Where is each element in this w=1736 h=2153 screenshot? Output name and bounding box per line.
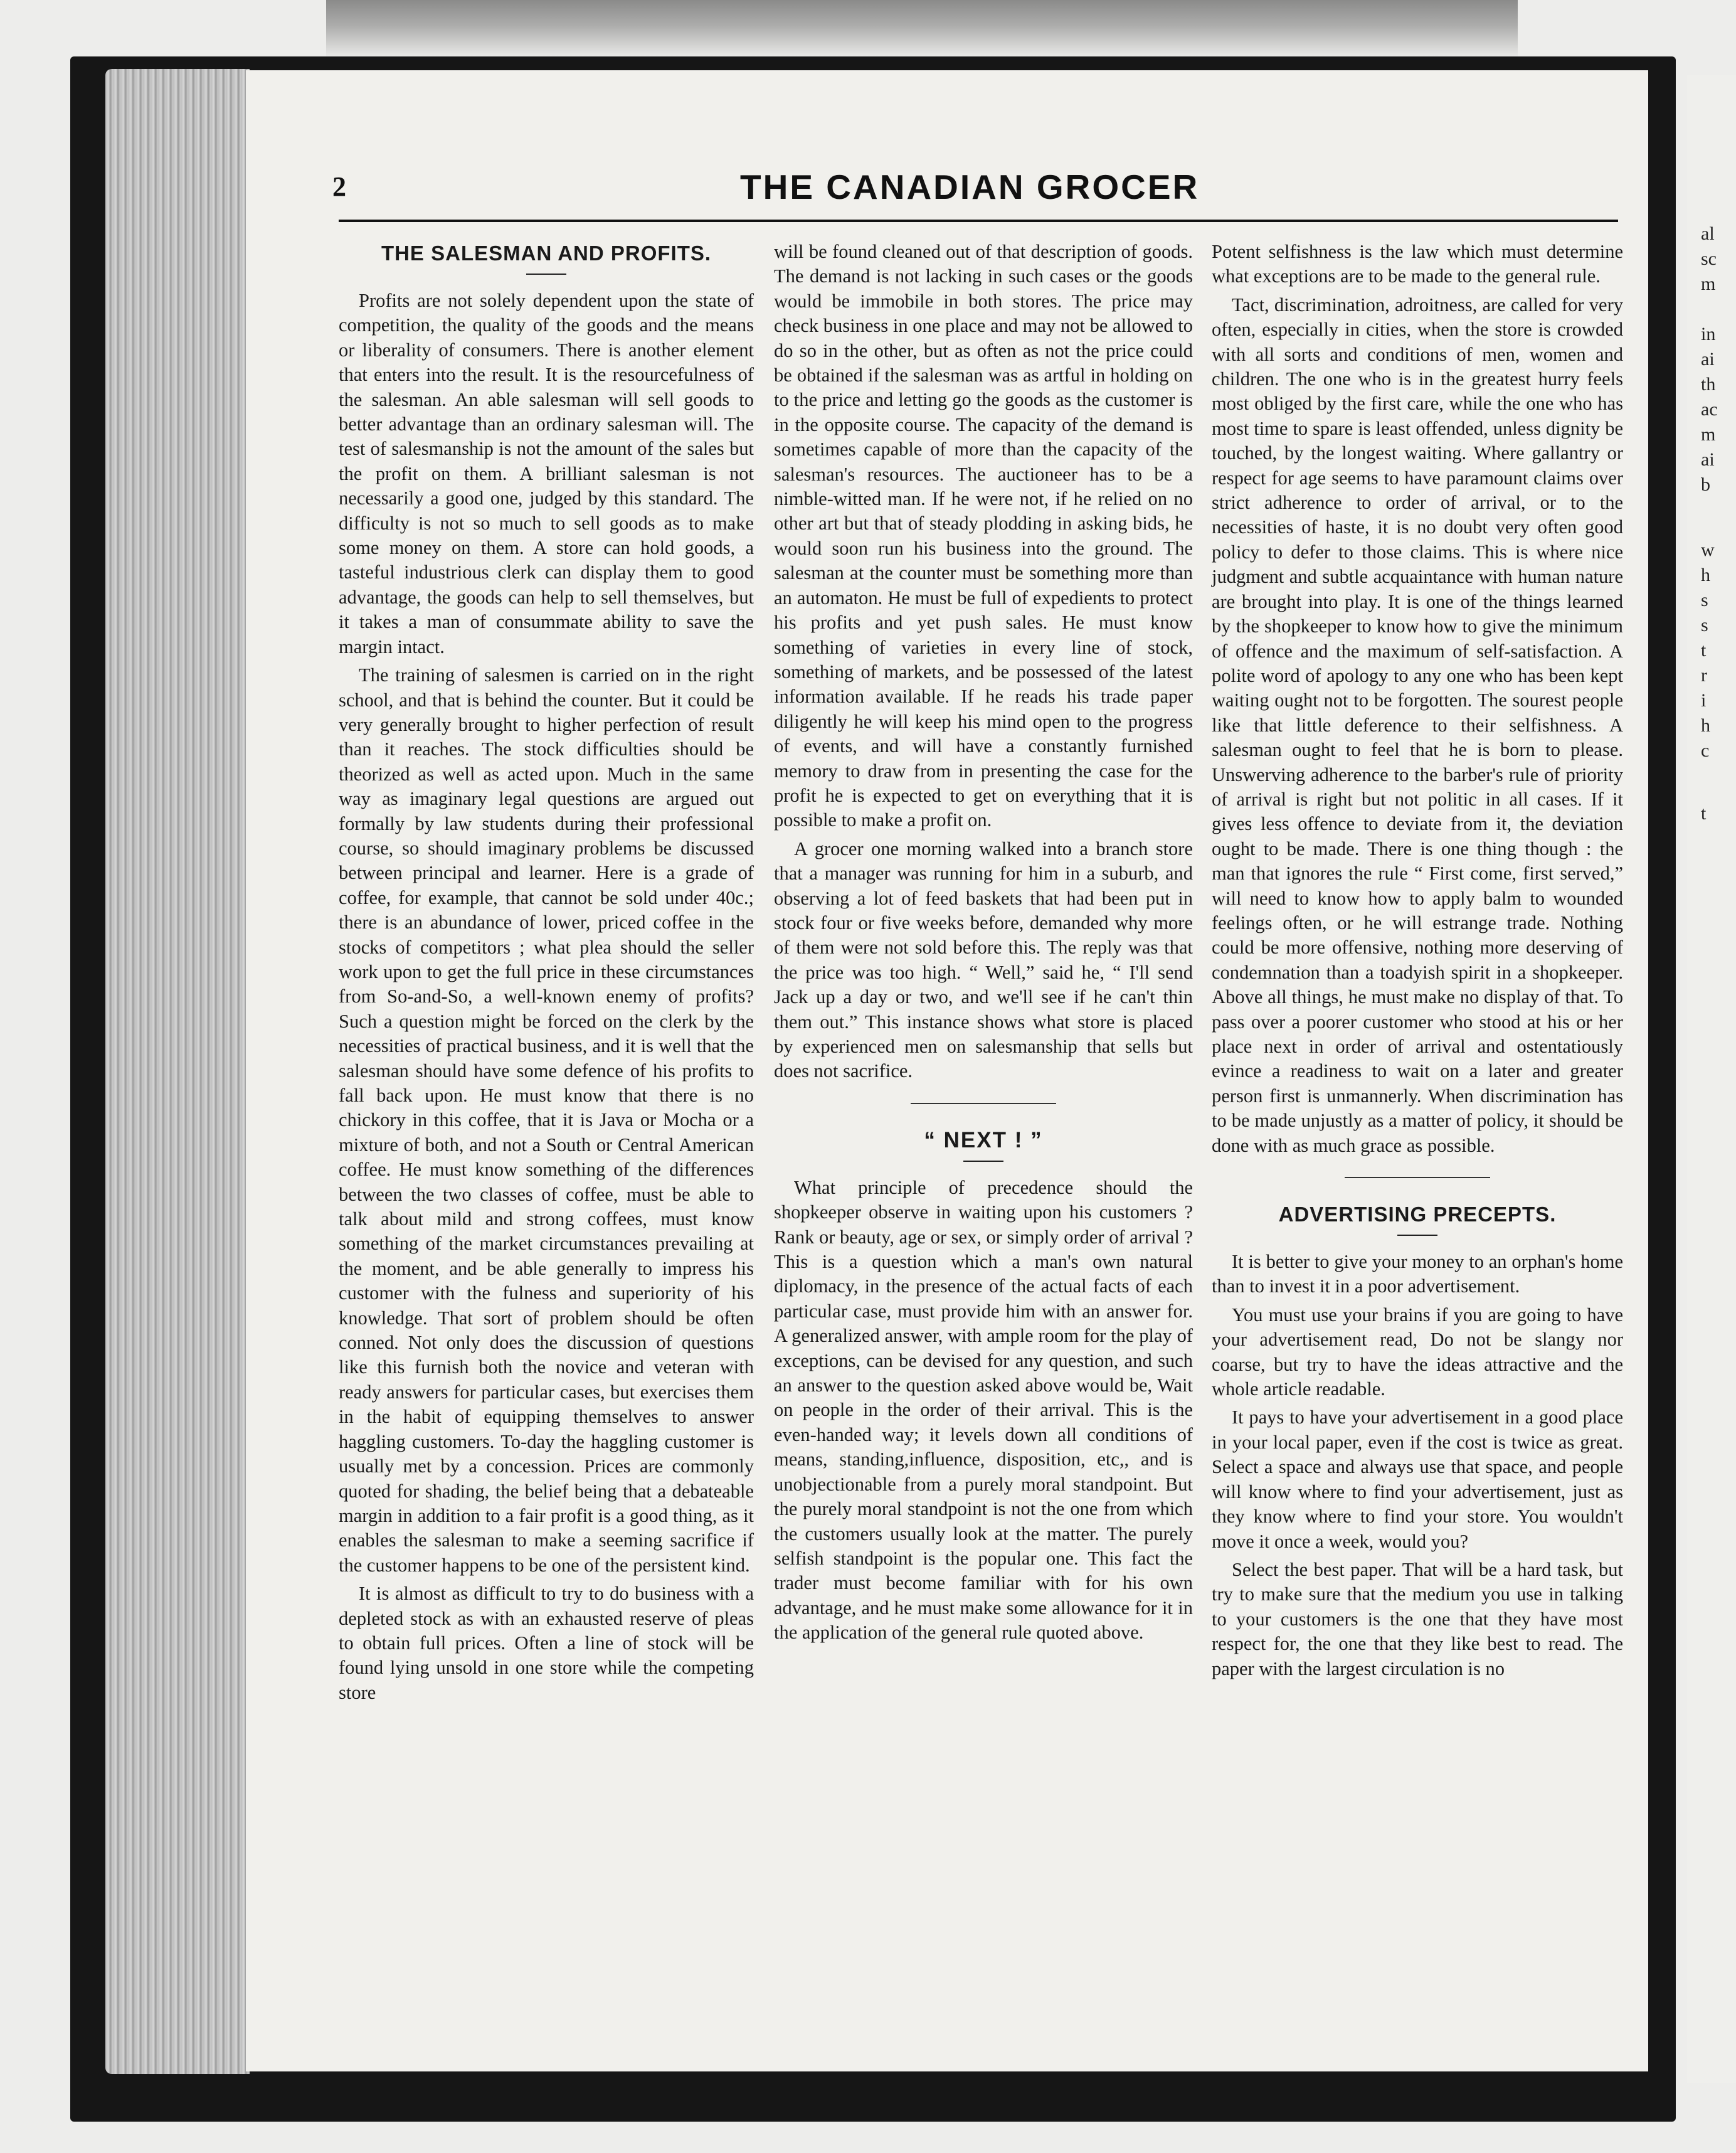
adjacent-fragment: t bbox=[1701, 640, 1707, 661]
adjacent-fragment: r bbox=[1701, 665, 1707, 686]
paragraph: It pays to have your advertisement in a good place in your local paper, even if the cost is twice as great. Select a space and always use that space, and people will know where to find your advertisement, just as they know where to find your store. You wouldn't move it once a week, would you? bbox=[1212, 1406, 1623, 1552]
column-1 bbox=[339, 240, 754, 1709]
adjacent-fragment: ac bbox=[1701, 399, 1718, 420]
header-rule bbox=[339, 220, 1618, 222]
adjacent-fragment: h bbox=[1701, 565, 1710, 585]
adjacent-fragment: th bbox=[1701, 374, 1716, 395]
adjacent-fragment: h bbox=[1701, 715, 1710, 736]
article-title-next: “ NEXT ! ” bbox=[924, 1127, 1043, 1152]
adjacent-fragment: ai bbox=[1701, 349, 1715, 369]
paragraph: You must use your brains if you are going to have your advertisement read, Do not be slangy nor coarse, but try to have the ideas attractive and the whole article readable. bbox=[1212, 1304, 1623, 1400]
masthead: THE CANADIAN GROCER bbox=[740, 167, 1200, 206]
adjacent-fragment: c bbox=[1701, 740, 1710, 761]
adjacent-fragment: s bbox=[1701, 590, 1708, 610]
section-divider bbox=[1345, 1177, 1490, 1178]
title-dash bbox=[963, 1161, 1003, 1162]
page-edges bbox=[105, 69, 250, 2074]
paragraph: It is almost as difficult to try to do business with a depleted stock as with an exhausted reserve of pleas to obtain full prices. Often a line of stock will be found lying unsold in one store while the competing store bbox=[339, 1583, 754, 1703]
adjacent-fragment: ai bbox=[1701, 449, 1715, 470]
title-dash bbox=[526, 274, 566, 275]
adjacent-fragment: m bbox=[1701, 424, 1716, 445]
article-title-advertising: ADVERTISING PRECEPTS. bbox=[1278, 1203, 1557, 1226]
adjacent-fragment: w bbox=[1701, 540, 1715, 560]
paragraph: Profits are not solely dependent upon the state of competition, the quality of the goods and the means or liberality of consumers. There is another element that enters into the result. It is the resourcefulness of the salesman. An able salesman will sell goods to better advantage than an ordinary salesman will. The test of salesmanship is not the amount of the sales but the profit on them. A brilliant salesman is not necessarily a good one, judged by this standard. The difficulty is not so much to sell goods as to make some money on them. A store can hold goods, a tasteful industrious clerk can display them to good advantage, the goods can help to sell themselves, but it takes a man of consummate ability to save the margin intact. bbox=[339, 290, 754, 657]
adjacent-page-edge bbox=[1687, 75, 1736, 2083]
adjacent-fragment: sc bbox=[1701, 248, 1717, 269]
adjacent-fragment: b bbox=[1701, 474, 1710, 495]
paragraph: will be found cleaned out of that description of goods. The demand is not lacking in such cases or the goods would be immobile in both stores. The price may check business in one place and may not be allowed to do so in the other, but as often as not the price could be obtained if the salesman was as artful in holding on to the price and letting go the goods as the customer is in the opposite course. The capacity of the demand is sometimes capable of more than the capacity of the salesman's resources. The auctioneer has to be a nimble-witted man. If he were not, if he relied on no other art but that of steady plodding in asking bids, he would soon run his business into the ground. The salesman at the counter must be something more than an automaton. He must be full of expedients to protect his profits and yet push sales. He must know something of varieties in every line of stock, something of markets, and be possessed of the latest information available. If he reads his trade paper diligently he will keep his mind open to the progress of events, and will have a constantly furnished memory to draw from in presenting the case for the profit he is expected to get on everything that it is possible to make a profit on. bbox=[774, 241, 1193, 831]
paragraph: What principle of precedence should the shopkeeper observe in waiting upon his customers ? Rank or beauty, age or sex, or simply order of arrival ? This is a question which a man's own natural diplomacy, in the presence of the actual facts of each particular case, must provide him with an answer for. A generalized answer, with ample room for the play of exceptions, can be devised for any question, and such an answer to the question asked above would be, Wait on people in the order of their arrival. This is the even-handed way; it levels down all conditions of means, standing,influence, disposition, etc,, and is unobjectionable from a purely moral standpoint. But the purely moral standpoint is not the one from which the customers usually look at the matter. The purely selfish standpoint is the popular one. This fact the trader must become familiar with for his own advantage, and he must make some allowance for it in the application of the general rule quoted above. bbox=[774, 1176, 1193, 1644]
adjacent-fragment: al bbox=[1701, 223, 1715, 244]
article-title-salesman: THE SALESMAN AND PROFITS. bbox=[381, 242, 712, 265]
paragraph: The training of salesmen is carried on in the right school, and that is behind the counter. But it could be very generally brought to higher perfection of result than it reaches. The stock difficulties should be theorized as well as acted upon. Much in the same way as imaginary legal questions are argued out formally by law students during their professional course, so should imaginary problems be discussed between principal and learner. Here is a grade of coffee, for example, that cannot be sold under 40c.; there is an abundance of lower, priced coffee in the stocks of competitors ; what plea should the seller work upon to get the full price in these circumstances from So-and-So, a well-known enemy of profits? Such a question might be forced on the clerk by the necessities of practical business, and it is well that the salesman should have some defence of his profits to fall back upon. He must know that there is no chickory in this coffee, that it is Java or Mocha or a mixture of both, and not a South or Central American coffee. He must know something of the differences between the two classes of coffee, must be able to talk about mild and strong coffees, must know something of the market circumstances prevailing at the moment, and be able generally to impress his customer with the fulness and superiority of his knowledge. That sort of problem should be often conned. Not only does the discussion of questions like this furnish both the novice and veteran with ready answers for particular cases, but exercises them in the habit of equipping themselves to answer haggling customers. To-day the haggling customer is usually met by a concession. Prices are commonly quoted for shading, the belief being that a debateable margin in addition to a fair profit is a good thing, as it enables the salesman to make a seeming sacrifice if the customer happens to be one of the persistent kind. bbox=[339, 664, 754, 1576]
paragraph: Tact, discrimination, adroitness, are called for very often, especially in cities, when the store is crowded with all sorts and conditions of men, women and children. The one who is in the greatest hurry feels most obliged by the first care, while the one who has most time to spare is least offended, unless dignity be touched, by the longest waiting. Where gallantry or respect for age seems to have paramount claims over strict adherence to order of arrival, or to the necessities of haste, it is no doubt very often good policy to defer to those claims. This is where nice judgment and subtle acquaintance with human nature are brought into play. It is one of the things learned by the shopkeeper to know how to give the minimum of offence and the maximum of self-satisfaction. A polite word of apology to any one who has been kept waiting ought not to be forgotten. The sourest people like that little deference to their selfishness. A salesman ought to feel that he is born to please. Unswerving adherence to the barber's rule of priority of arrival is right but not politic in all cases. If it gives less offence to deviate from it, the deviation ought to be made. There is one thing though : the man that ignores the rule “ First come, first served,” will need to know how to apply balm to wounded feelings often, or he will estrange trade. Nothing could be more offensive, nothing more deserving of condemnation than a toadyish spirit in a shopkeeper. Above all things, he must make no display of that. To pass over a poorer customer who stood at his or her place next in order of arrival and ostentatiously evince a readiness to wait on a later and greater person first is unmannerly. When discrimination has to be made unjustly as a matter of policy, it should be done with as much grace as possible. bbox=[1212, 294, 1623, 1156]
section-divider bbox=[911, 1103, 1056, 1104]
scan-shadow bbox=[326, 0, 1518, 56]
paragraph: It is better to give your money to an orphan's home than to invest it in a poor advertisement. bbox=[1212, 1251, 1623, 1297]
paragraph: Potent selfishness is the law which must determine what exceptions are to be made to the general rule. bbox=[1212, 241, 1623, 287]
page-number: 2 bbox=[332, 171, 346, 202]
adjacent-fragment: in bbox=[1701, 324, 1716, 344]
column-3 bbox=[1212, 240, 1623, 1685]
paragraph: Select the best paper. That will be a hard task, but try to make sure that the medium you use in talking to your customers is the one that they have most respect for, the one that they like best to read. The paper with the largest circulation is no bbox=[1212, 1558, 1623, 1679]
adjacent-fragment: i bbox=[1701, 690, 1707, 711]
adjacent-fragment: t bbox=[1701, 803, 1707, 824]
title-dash bbox=[1397, 1235, 1437, 1236]
adjacent-fragment: s bbox=[1701, 615, 1708, 635]
adjacent-fragment: m bbox=[1701, 274, 1716, 294]
paragraph: A grocer one morning walked into a branch store that a manager was running for him in a suburb, and observing a lot of feed baskets that had been put in stock four or five weeks before, demanded why more of them were not sold before this. The reply was that the price was too high. “ Well,” said he, “ I'll send Jack up a day or two, and we'll see if he can't thin them out.” This instance shows what store is placed by experienced men on salesmanship that sells but does not sacrifice. bbox=[774, 837, 1193, 1082]
column-2 bbox=[774, 240, 1193, 1649]
